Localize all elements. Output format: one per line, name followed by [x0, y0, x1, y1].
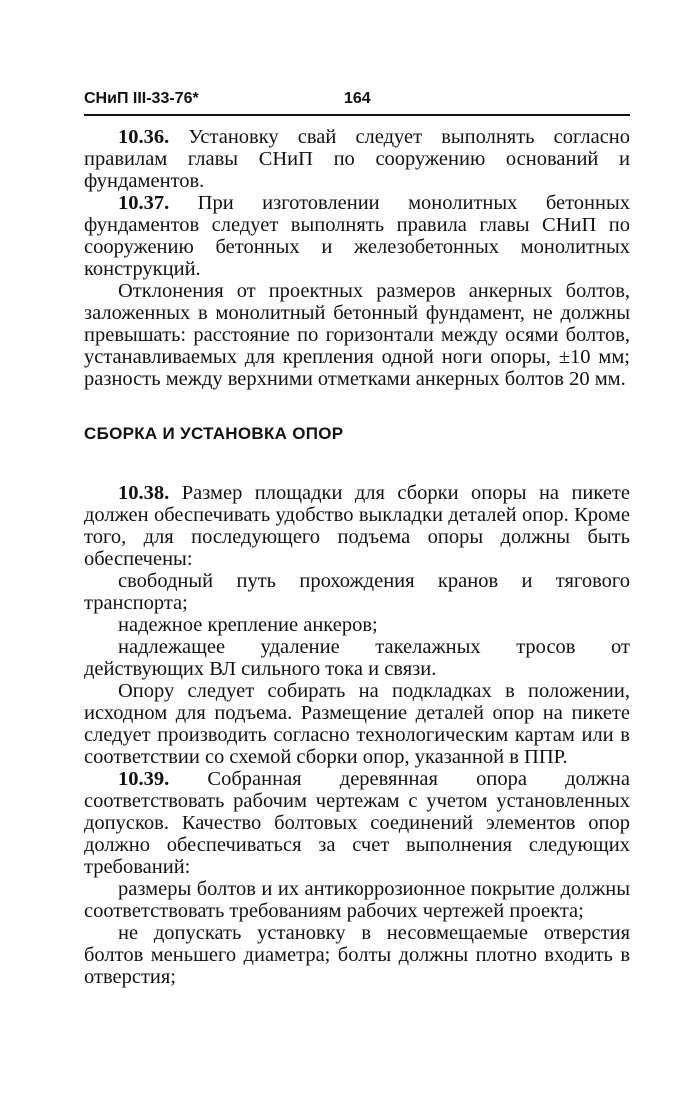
section-heading: СБОРКА И УСТАНОВКА ОПОР — [84, 424, 344, 443]
running-header — [84, 84, 630, 114]
clause-number: 10.37. — [118, 192, 170, 214]
document-page — [84, 84, 630, 988]
list-item: надлежащее удаление такелажных тросов от действующих ВЛ сильного тока и связи. — [84, 636, 630, 680]
document-code: СНиП III-33-76* — [84, 90, 199, 107]
clause-10-39 — [84, 768, 630, 878]
list-item: свободный путь прохождения кранов и тягового транспорта; — [84, 570, 630, 614]
header-rule — [84, 114, 630, 116]
clause-text: При изготовлении монолитных бетонных фундаментов следует выполнять правила главы СНиП по сооружению бетонных и железобетонных монолитных конструкций. — [84, 192, 630, 280]
list-item: не допускать установку в несовмещаемые отверстия болтов меньшего диаметра; болты должны плотно входить в отверстия; — [84, 922, 630, 988]
clause-10-37 — [84, 192, 630, 280]
clause-text: Собранная деревянная опора должна соответствовать рабочим чертежам с учетом установленных допусков. Качество болтовых соединений элементов опор должно обеспечиваться за счет выполнения следующих требований: — [84, 768, 630, 878]
clause-10-37-paragraph: Отклонения от проектных размеров анкерных болтов, заложенных в монолитный бетонный фундамент, не должны превышать: расстояние по горизонтали между осями болтов, устанавливаемых для крепления одной ноги опоры, ±10 мм; разность между верхними отметками анкерных болтов 20 мм. — [84, 280, 630, 390]
list-item: надежное крепление анкеров; — [118, 614, 378, 636]
clause-text: Установку свай следует выполнять согласно правилам главы СНиП по сооружению оснований и фундаментов. — [84, 126, 631, 192]
clause-number: 10.38. — [118, 482, 170, 504]
list-item: размеры болтов и их антикоррозионное покрытие должны соответствовать требованиям рабочих чертежей проекта; — [84, 878, 630, 922]
clause-text: Размер площадки для сборки опоры на пикете должен обеспечивать удобство выкладки деталей опор. Кроме того, для последующего подъема опоры должны быть обеспечены: — [84, 482, 630, 570]
clause-number: 10.39. — [118, 768, 170, 790]
clause-number: 10.36. — [118, 126, 170, 148]
page-number: 164 — [344, 90, 371, 107]
clause-10-36 — [84, 126, 630, 192]
clause-10-38-paragraph: Опору следует собирать на подкладках в положении, исходном для подъема. Размещение деталей опор на пикете следует производить согласно технологическим картам или в соответствии со схемой сборки опор, указанной в ППР. — [84, 680, 630, 768]
clause-10-38 — [84, 482, 630, 570]
body-text — [84, 126, 630, 988]
